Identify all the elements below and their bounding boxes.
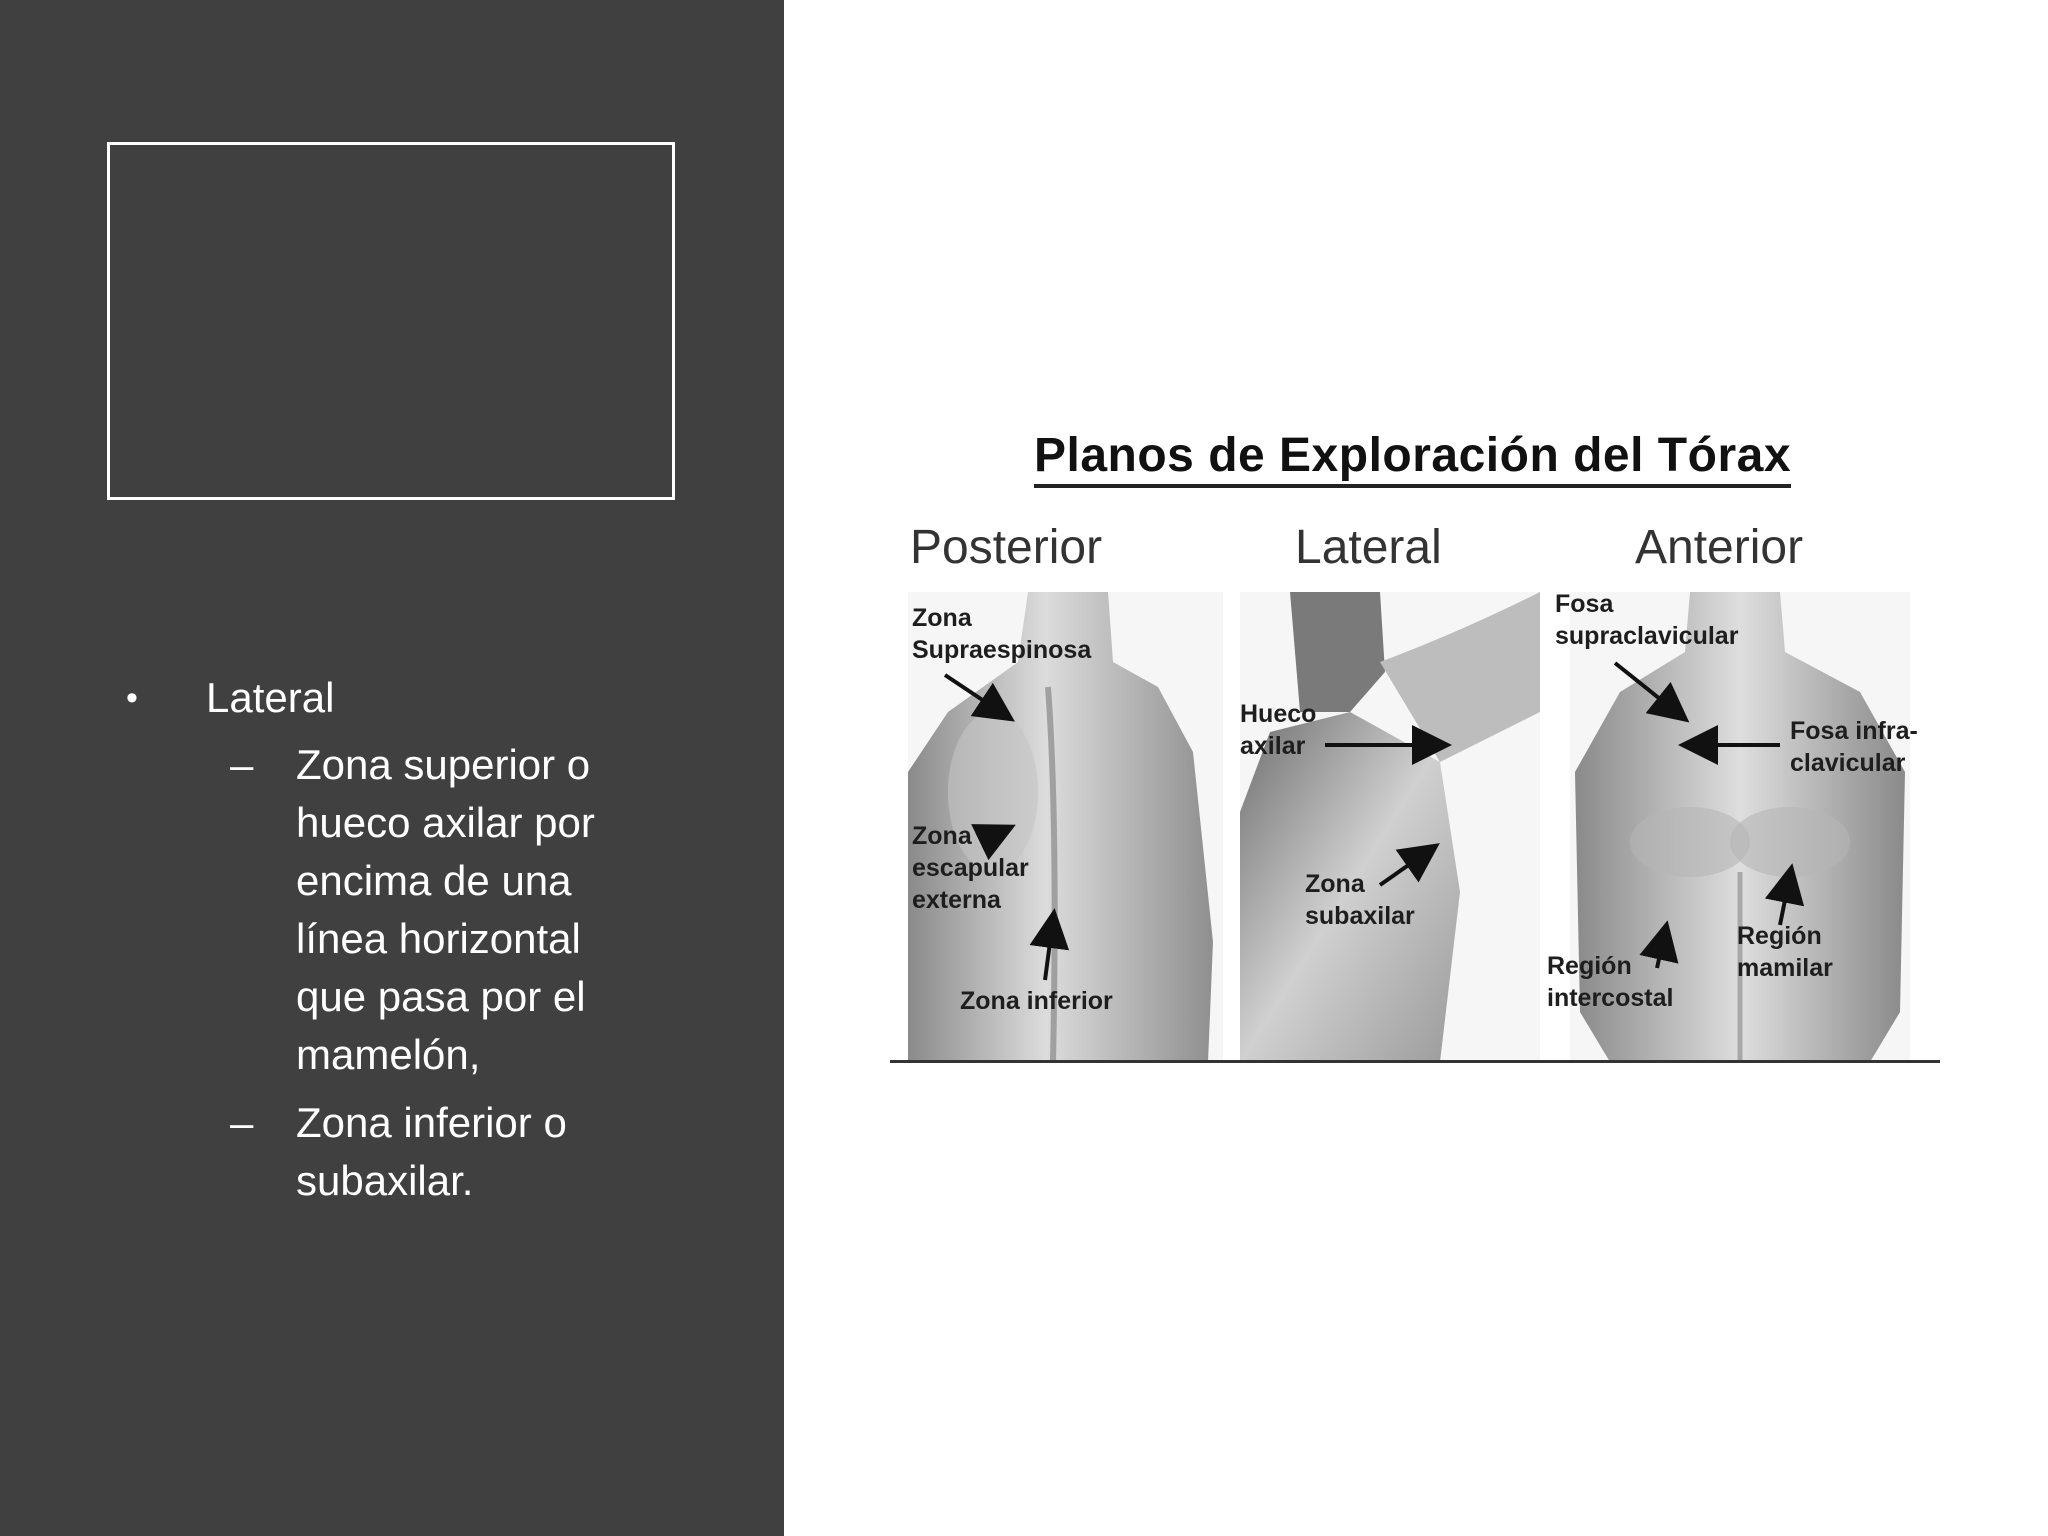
figure-baseline: [890, 1060, 1940, 1063]
arrow-intercostal: [1657, 932, 1665, 968]
label-zona-supraespinosa: Zona Supraespinosa: [912, 604, 1092, 664]
label-hueco-axilar: Hueco axilar: [1240, 700, 1317, 760]
sub-bullet-item: [120, 736, 640, 1084]
bullet-marker: •: [126, 679, 138, 717]
label-fosa-supraclavicular: Fosa supraclavicular: [1555, 590, 1739, 650]
figure-title: Planos de Exploración del Tórax: [885, 428, 1940, 483]
label-region-intercostal: Región intercostal: [1547, 952, 1674, 1012]
left-panel: [0, 0, 784, 1536]
label-zona-inferior: Zona inferior: [960, 987, 1113, 1015]
arrow-escapular: [980, 830, 1005, 842]
thorax-figure: [885, 420, 1945, 1070]
label-fosa-infraclavicular: Fosa infra-clavicular: [1790, 717, 1918, 777]
label-zona-subaxilar: Zona subaxilar: [1305, 870, 1415, 930]
arrow-supraespinosa: [945, 675, 1005, 715]
sub-bullet-marker: –: [230, 741, 254, 788]
bullet-item: [120, 670, 640, 726]
title-placeholder: [107, 142, 675, 500]
sub-bullet-text: Zona inferior o subaxilar.: [296, 1099, 567, 1204]
arrow-subaxilar: [1380, 850, 1430, 885]
label-region-mamilar: Región mamilar: [1737, 922, 1833, 982]
bullet-text: Lateral: [206, 674, 335, 721]
arrow-zona-inferior: [1045, 920, 1053, 980]
arrow-supraclavicular: [1615, 663, 1680, 715]
sub-bullet-marker: –: [230, 1099, 254, 1146]
bullet-list: [120, 670, 640, 1210]
view-label-anterior: Anterior: [1635, 521, 1804, 574]
view-label-posterior: Posterior: [910, 521, 1103, 574]
sub-bullet-text: Zona superior o hueco axilar por encima de una línea horizontal que pasa por el mamelón,: [296, 741, 595, 1078]
annotation-arrows: [885, 420, 1945, 1070]
label-zona-escapular: Zona escapular externa: [912, 822, 1029, 914]
sub-bullet-item: [120, 1094, 640, 1210]
view-label-lateral: Lateral: [1295, 521, 1442, 574]
arrow-mamilar: [1780, 875, 1790, 925]
